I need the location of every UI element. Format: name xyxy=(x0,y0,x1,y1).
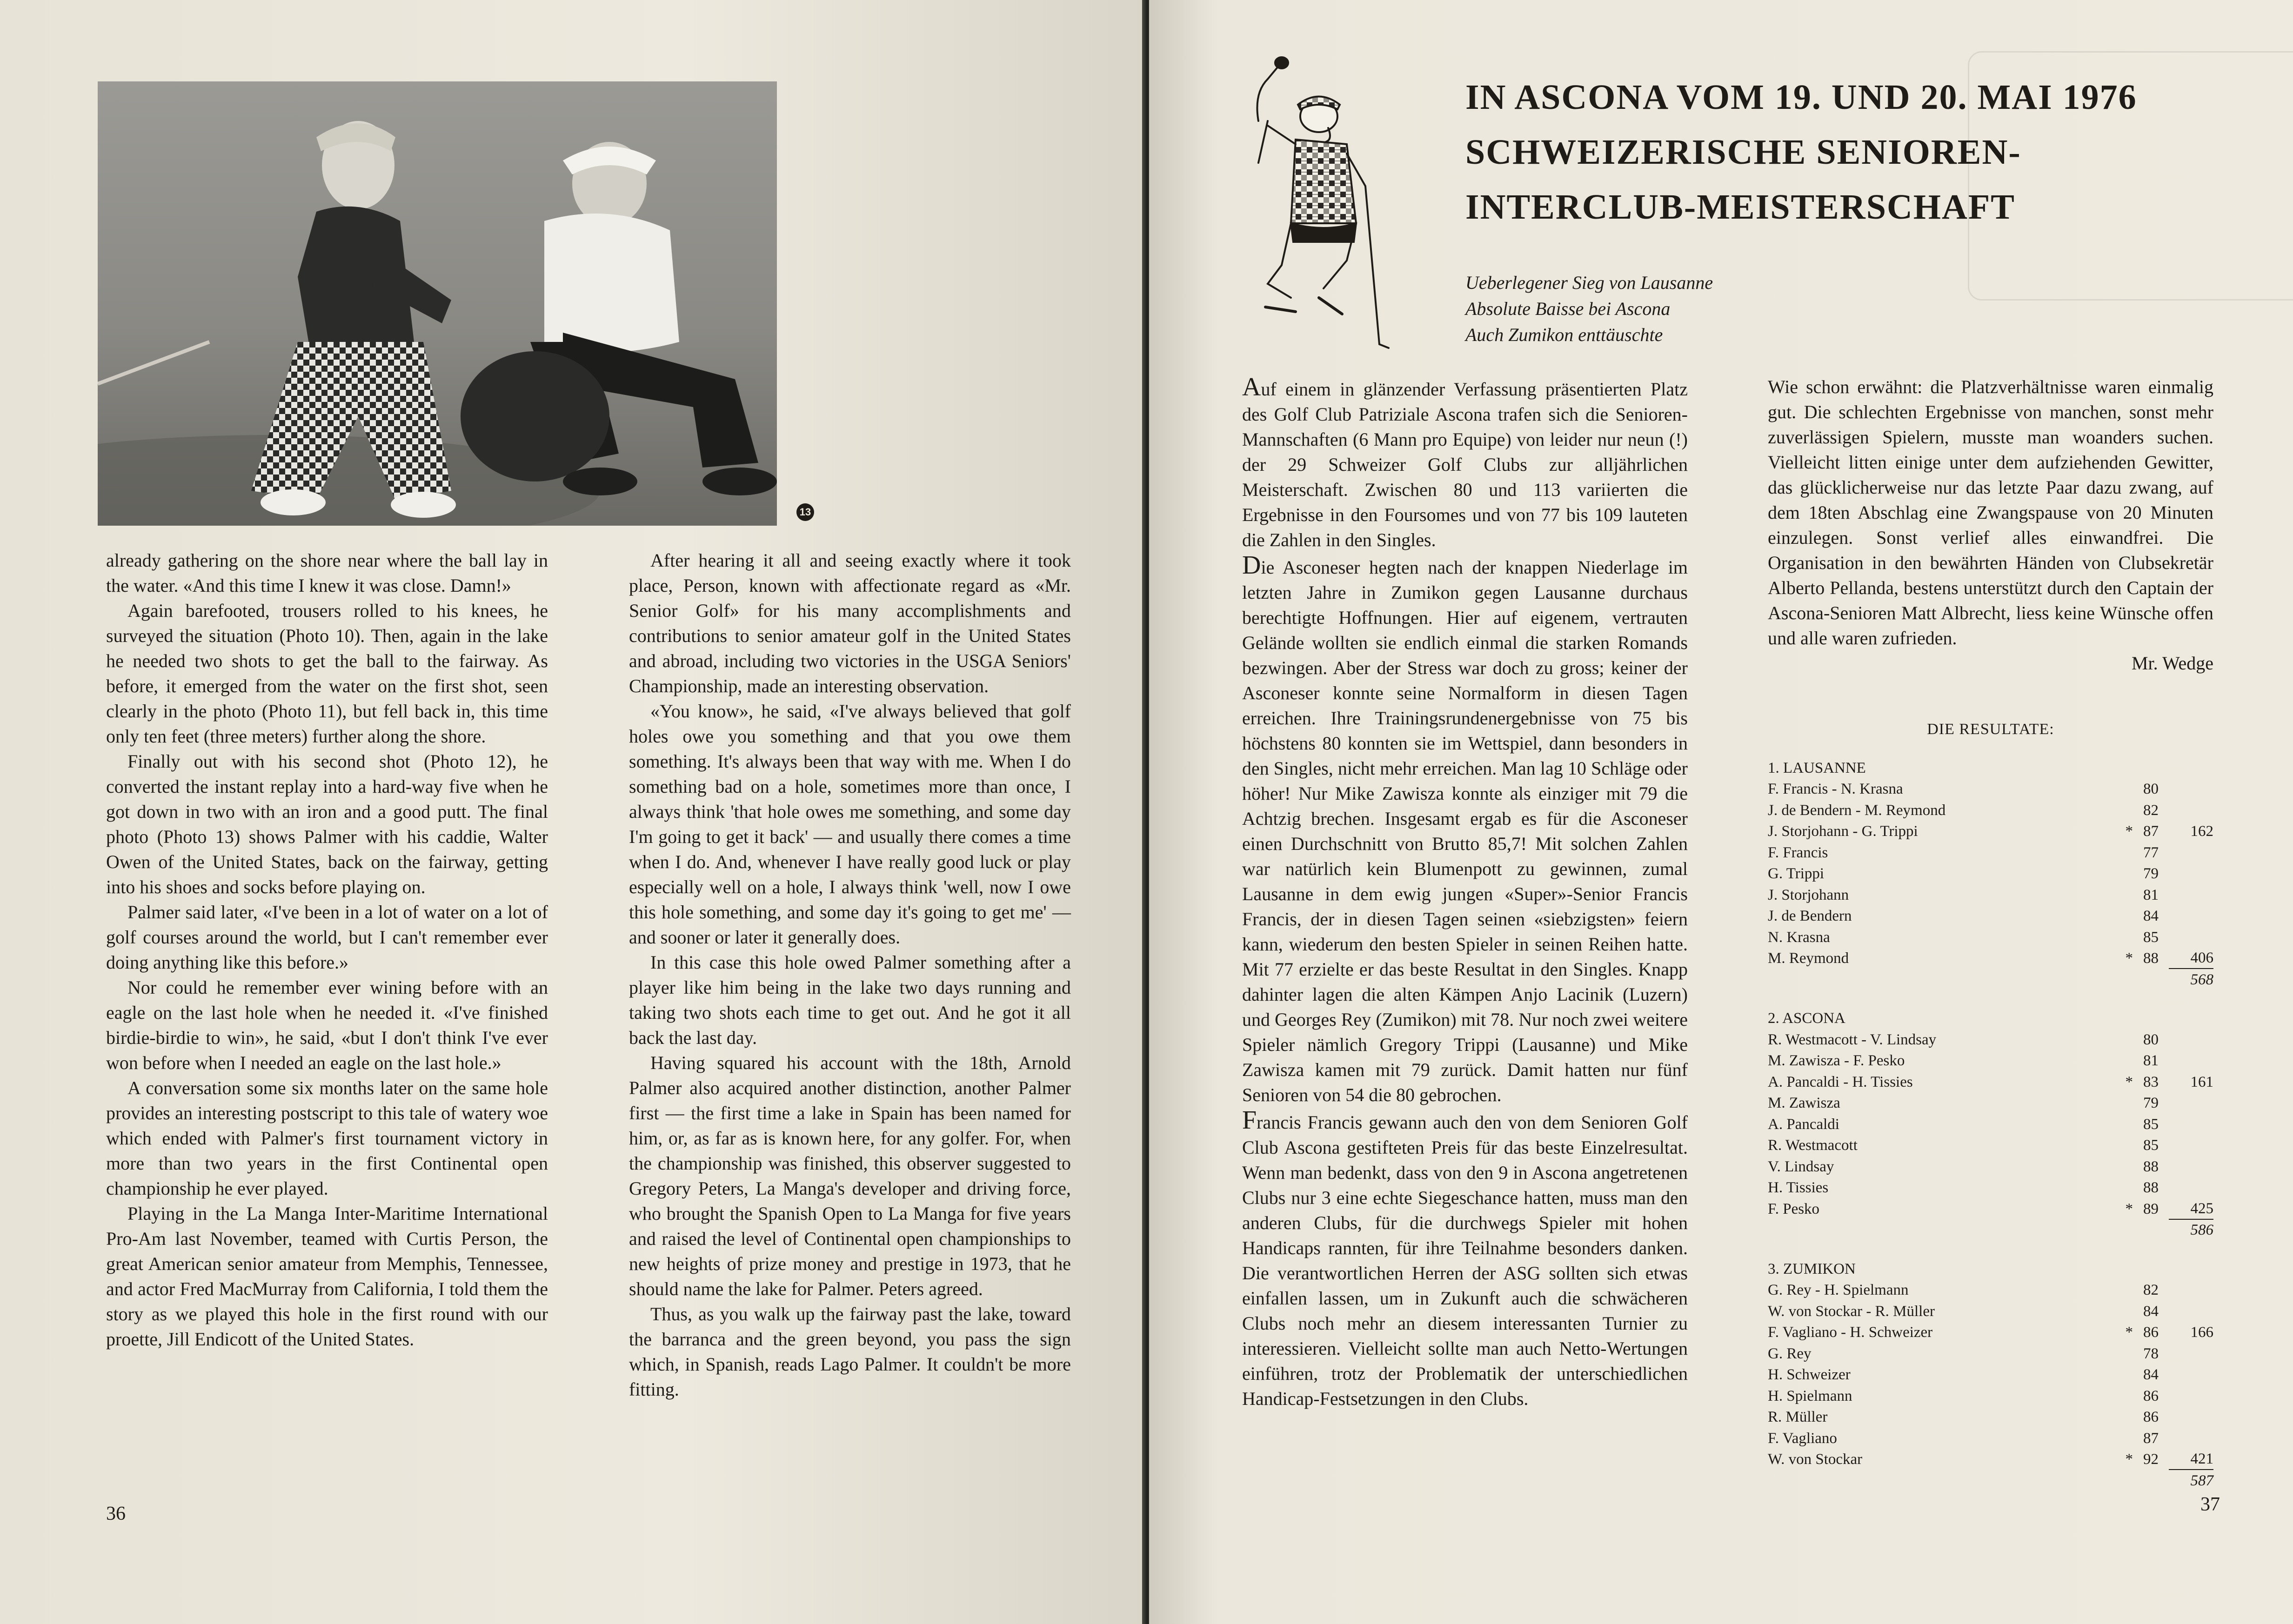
result-row xyxy=(1768,1322,2213,1343)
result-row xyxy=(1768,1407,2213,1428)
result-row xyxy=(1768,1177,2213,1199)
team-name: 2. ASCONA xyxy=(1768,1010,1845,1027)
player-name: J. Storjohann xyxy=(1768,886,1849,903)
team-subtotal: 425 xyxy=(2169,1199,2213,1220)
player-score: 84 xyxy=(2143,1303,2159,1320)
result-row xyxy=(1768,1135,2213,1156)
paragraph: Finally out with his second shot (Photo 12), he converted the instant replay into a hard-way five when he got down in two with an iron and a good putt. The final photo (Photo 13) shows Palmer with his caddie, Walter Owen of the United States, back on the fairway, getting into his shoes and socks before playing on. xyxy=(106,751,548,897)
team-total-row xyxy=(1768,969,2213,991)
player-name: G. Rey xyxy=(1768,1345,1812,1362)
subtitle xyxy=(1465,270,1791,348)
results-team xyxy=(1768,1259,2213,1492)
player-score: 78 xyxy=(2143,1345,2159,1362)
paragraph: A conversation some six months later on the same hole provides an interesting postscript to this tale of watery woe which ended with Palmer's first tournament victory in more than two years in the first Continental open championship he ever played. xyxy=(106,1077,548,1199)
player-name: R. Müller xyxy=(1768,1409,1828,1425)
results-team xyxy=(1768,1008,2213,1241)
player-name: F. Vagliano xyxy=(1768,1430,1837,1447)
result-row xyxy=(1768,1428,2213,1450)
cartoon-golfer-illustration xyxy=(1240,47,1393,363)
right-column-2 xyxy=(1768,374,2213,676)
counted-mark: * xyxy=(2125,823,2133,840)
result-row xyxy=(1768,906,2213,927)
golf-photo xyxy=(98,81,777,526)
left-page xyxy=(0,0,1145,1624)
paragraph: In this case this hole owed Palmer something after a player like him being in the lake two days running and taking two shots each time to get out. And he got it all back the last day. xyxy=(629,952,1071,1048)
team-name: 3. ZUMIKON xyxy=(1768,1260,1856,1277)
player-name: V. Lindsay xyxy=(1768,1158,1834,1175)
player-score: 87 xyxy=(2143,1430,2159,1447)
player-score: 84 xyxy=(2143,908,2159,924)
results-teams xyxy=(1768,758,2213,1492)
headline-line: INTERCLUB-MEISTERSCHAFT xyxy=(1465,187,2015,227)
subtitle-line: Auch Zumikon enttäuschte xyxy=(1465,324,1663,345)
team-name: 1. LAUSANNE xyxy=(1768,759,1866,776)
player-score: 85 xyxy=(2143,929,2159,946)
player-score: 82 xyxy=(2143,1282,2159,1298)
player-score: 87 xyxy=(2143,823,2159,840)
team-subtotal: 166 xyxy=(2190,1324,2213,1341)
paragraph: Having squared his account with the 18th, Arnold Palmer also acquired another distinction, another Palmer first — the first time a lake in Spain has been named for him, or, as far as is known here, for any golfer. For, when the championship was finished, this observer suggested to Gregory Peters, La Manga's developer and driving force, who brought the Spanish Open to La Manga for five years and raised the level of Continental open championships to new heights of prize money and prestige in 1973, that he should name the lake for Palmer. Peters agreed. xyxy=(629,1052,1071,1299)
player-score: 88 xyxy=(2143,1158,2159,1175)
photo-number-badge: 13 xyxy=(796,503,814,521)
player-score: 86 xyxy=(2143,1409,2159,1425)
counted-mark: * xyxy=(2125,1200,2133,1217)
signature: Mr. Wedge xyxy=(2131,653,2213,674)
player-name: N. Krasna xyxy=(1768,929,1830,946)
player-name: F. Pesko xyxy=(1768,1200,1820,1217)
team-total-row xyxy=(1768,1220,2213,1241)
player-score: 86 xyxy=(2143,1387,2159,1404)
player-score: 89 xyxy=(2143,1200,2159,1217)
paragraph: Palmer said later, «I've been in a lot of water on a lot of golf courses around the world, but I can't remember ever doing anything like this before.» xyxy=(106,902,548,973)
team-subtotal: 421 xyxy=(2169,1449,2213,1470)
result-row xyxy=(1768,1072,2213,1093)
player-score: 80 xyxy=(2143,781,2159,797)
result-row xyxy=(1768,1093,2213,1114)
headline-line: IN ASCONA VOM 19. UND 20. MAI 1976 xyxy=(1465,78,2137,117)
player-name: G. Trippi xyxy=(1768,865,1825,882)
player-name: W. von Stockar xyxy=(1768,1451,1863,1468)
player-score: 88 xyxy=(2143,950,2159,967)
results-team xyxy=(1768,758,2213,991)
paragraph: Die Asconeser hegten nach der knappen Niederlage im letzten Jahre in Zumikon gegen Lausanne durchaus berechtigte Hoffnungen. Hier auf eigenem, vertrauten Gelände wollten sie endlich einmal die starken Romands bezwingen. Aber der Stress war doch zu gross; keiner der Asconeser konnte seine Normalform in diesen Tagen erreichen. Ihre Trainingsrundenergebnisse von 75 bis höchstens 80 konnten sie im Wettspiel, dann besonders in den Singles, nicht mehr erreichen. Man lag 10 Schläge oder höher! Nur Mike Zawisza konnte als einziger mit 79 die Achtzig brechen. Insgesamt ergab es für die Asconeser einen Durchschnitt von Brutto 85,7! Mit solchen Zahlen war natürlich kein Blumenpott zu gewinnen, zumal Lausanne in dem ewig jungen «Super»-Senior Francis Francis, der in diesen Tagen seinen «siebzigsten» feiern kann, wiederum den besten Spieler in seinen Reihen hatte. Mit 77 erzielte er das beste Resultat in den Singles. Knapp dahinter lagen die alten Kämpen Anjo Lacinik (Luzern) und Georges Rey (Zumikon) mit 78. Nur noch zwei weitere Spieler nämlich Gregory Trippi (Lausanne) und Mike Zawisza kamen mit 79 zurück. Damit hatten nur fünf Senioren von 54 die 80 gebrochen. xyxy=(1242,551,1688,1105)
page-number-left: 36 xyxy=(106,1503,126,1524)
player-name: A. Pancaldi - H. Tissies xyxy=(1768,1073,1913,1090)
team-subtotal: 406 xyxy=(2169,948,2213,969)
player-score: 88 xyxy=(2143,1179,2159,1196)
subtitle-line: Absolute Baisse bei Ascona xyxy=(1465,298,1671,319)
result-row xyxy=(1768,821,2213,842)
player-score: 86 xyxy=(2143,1324,2159,1341)
player-score: 81 xyxy=(2143,1052,2159,1069)
team-total: 587 xyxy=(2190,1472,2213,1489)
result-row xyxy=(1768,1364,2213,1386)
headline xyxy=(1465,70,2256,234)
right-page xyxy=(1149,0,2293,1624)
paragraph: After hearing it all and seeing exactly where it took place, Person, known with affectionate regard as «Mr. Senior Golf» for his many accomplishments and contributions to senior amateur golf in the United States and abroad, including two victories in the USGA Seniors' Championship, made an interesting observation. xyxy=(629,550,1071,696)
paragraph: already gathering on the shore near where the ball lay in the water. «And this time I knew it was close. Damn!» xyxy=(106,550,548,596)
player-name: F. Francis - N. Krasna xyxy=(1768,781,1903,797)
page-number-right: 37 xyxy=(2200,1494,2220,1515)
subtitle-line: Ueberlegener Sieg von Lausanne xyxy=(1465,272,1713,293)
result-row xyxy=(1768,927,2213,949)
result-row xyxy=(1768,863,2213,885)
player-score: 77 xyxy=(2143,844,2159,861)
team-total: 586 xyxy=(2190,1222,2213,1238)
counted-mark: * xyxy=(2125,1324,2133,1341)
result-row xyxy=(1768,800,2213,822)
result-row xyxy=(1768,1449,2213,1470)
result-row xyxy=(1768,842,2213,864)
player-name: H. Spielmann xyxy=(1768,1387,1852,1404)
player-score: 83 xyxy=(2143,1073,2159,1090)
player-score: 82 xyxy=(2143,802,2159,819)
player-score: 80 xyxy=(2143,1031,2159,1048)
player-name: A. Pancaldi xyxy=(1768,1116,1839,1133)
player-name: M. Reymond xyxy=(1768,950,1849,967)
result-row xyxy=(1768,1343,2213,1365)
player-name: G. Rey - H. Spielmann xyxy=(1768,1282,1909,1298)
player-name: H. Schweizer xyxy=(1768,1366,1851,1383)
paragraph: Francis Francis gewann auch den von dem Senioren Golf Club Ascona gestifteten Preis für das beste Einzelresultat. Wenn man bedenkt, dass von den 9 in Ascona angetretenen Clubs nur 3 eine echte Siegeschance hatten, muss man den anderen Clubs, für die durchwegs Spieler mit hohen Handicaps rannten, für ihre Teilnahme besonders danken. Die verantwortlichen Herren der ASG sollten sich etwas einfallen lassen, um in Zukunft auch die schwächeren Clubs noch mehr an diesem interessanten Turnier zu interessieren. Vielleicht sollte man auch Netto-Wertungen einführen, trotz der Problematik der unterschiedlichen Handicap-Festsetzungen in den Clubs. xyxy=(1242,1106,1688,1409)
results-title: DIE RESULTATE: xyxy=(1927,721,2054,738)
result-row xyxy=(1768,1280,2213,1301)
counted-mark: * xyxy=(2125,1073,2133,1090)
player-name: J. de Bendern - M. Reymond xyxy=(1768,802,1946,819)
player-name: R. Westmacott xyxy=(1768,1137,1858,1154)
left-column-2 xyxy=(629,548,1071,1402)
player-name: M. Zawisza - F. Pesko xyxy=(1768,1052,1905,1069)
paragraph: Nor could he remember ever wining before with an eagle on the last hole when he needed it. «I've finished birdie-birdie to win», he said, «but I don't think I've ever won before when I needed an eagle on the last hole.» xyxy=(106,977,548,1073)
player-name: J. de Bendern xyxy=(1768,908,1852,924)
result-row xyxy=(1768,1156,2213,1178)
paragraph: Auf einem in glänzender Verfassung präsentierten Platz des Golf Club Patriziale Ascona trafen sich die Senioren-Mannschaften (6 Mann pro Equipe) von leider nur neun (!) der 29 Schweizer Golf Clubs zur alljährlichen Meisterschaft. Zwischen 80 und 113 variierten die Ergebnisse in den Foursomes und von 77 bis 109 lauteten die Zahlen in den Singles. xyxy=(1242,373,1688,550)
player-score: 85 xyxy=(2143,1116,2159,1133)
golfers-photo-illustration xyxy=(98,81,777,526)
paragraph: Playing in the La Manga Inter-Maritime International Pro-Am last November, teamed with Curtis Person, the great American senior amateur from Memphis, Tennessee, and actor Fred MacMurray from California, I told them the story as we played this hole in the first round with our proette, Jill Endicott of the United States. xyxy=(106,1203,548,1350)
headline-line: SCHWEIZERISCHE SENIOREN- xyxy=(1465,133,2021,172)
player-name: F. Vagliano - H. Schweizer xyxy=(1768,1324,1933,1341)
counted-mark: * xyxy=(2125,1451,2133,1468)
player-name: H. Tissies xyxy=(1768,1179,1829,1196)
player-score: 79 xyxy=(2143,865,2159,882)
result-row xyxy=(1768,1301,2213,1323)
result-row xyxy=(1768,779,2213,800)
player-name: J. Storjohann - G. Trippi xyxy=(1768,823,1918,840)
result-row xyxy=(1768,1386,2213,1407)
result-row xyxy=(1768,1050,2213,1072)
player-score: 79 xyxy=(2143,1095,2159,1111)
paragraph: «You know», he said, «I've always believed that golf holes owe you something and that you owe them something. It's always been that way with me. When I do something bad on a hole, sometimes more than once, I always think 'that hole owes me something, and some day I'm going to get it back' — and usually there comes a time when I do. And, whenever I have really good luck or play especially well on a hole, I always think 'well, now I owe this hole something, and some day it's going to get me' — and sooner or later it generally does. xyxy=(629,701,1071,948)
right-column-1 xyxy=(1242,374,1688,1411)
result-row xyxy=(1768,885,2213,906)
left-column-1 xyxy=(106,548,548,1352)
result-row xyxy=(1768,1029,2213,1051)
player-name: F. Francis xyxy=(1768,844,1828,861)
result-row xyxy=(1768,948,2213,969)
player-score: 81 xyxy=(2143,886,2159,903)
team-subtotal: 162 xyxy=(2190,823,2213,840)
player-score: 84 xyxy=(2143,1366,2159,1383)
paragraph: Wie schon erwähnt: die Platzverhältnisse waren einmalig gut. Die schlechten Ergebnisse von manchen, sonst mehr zuverlässigen Spielern, musste man woanders suchen. Vielleicht litten einige unter dem aufziehenden Gewitter, das glücklicherweise nur das letzte Paar dazu zwang, auf dem 18ten Abschlag eine Zwangspause von 20 Minuten einzulegen. Sonst verlief alles einwandfrei. Die Organisation in den bewährten Händen von Clubsekretär Alberto Pellanda, bestens unterstützt durch den Captain der Ascona-Senioren Matt Albrecht, liess keine Wünsche offen und alle waren zufrieden. xyxy=(1768,376,2213,648)
paragraph: Thus, as you walk up the fairway past the lake, toward the barranca and the green beyond, you pass the sign which, in Spanish, reads Lago Palmer. It couldn't be more fitting. xyxy=(629,1303,1071,1400)
player-name: R. Westmacott - V. Lindsay xyxy=(1768,1031,1937,1048)
team-subtotal: 161 xyxy=(2190,1073,2213,1090)
player-name: M. Zawisza xyxy=(1768,1095,1840,1111)
team-total: 568 xyxy=(2190,971,2213,988)
player-score: 92 xyxy=(2143,1451,2159,1468)
paragraph: Again barefooted, trousers rolled to his knees, he surveyed the situation (Photo 10). Then, again in the lake he needed two shots to get the ball to the fairway. As before, it emerged from the water on the first shot, seen clearly in the photo (Photo 11), but fell back in, this time only ten feet (three meters) further along the shore. xyxy=(106,600,548,747)
team-total-row xyxy=(1768,1470,2213,1492)
counted-mark: * xyxy=(2125,950,2133,967)
results-table xyxy=(1768,719,2213,1509)
result-row xyxy=(1768,1199,2213,1220)
player-score: 85 xyxy=(2143,1137,2159,1154)
player-name: W. von Stockar - R. Müller xyxy=(1768,1303,1935,1320)
result-row xyxy=(1768,1114,2213,1136)
